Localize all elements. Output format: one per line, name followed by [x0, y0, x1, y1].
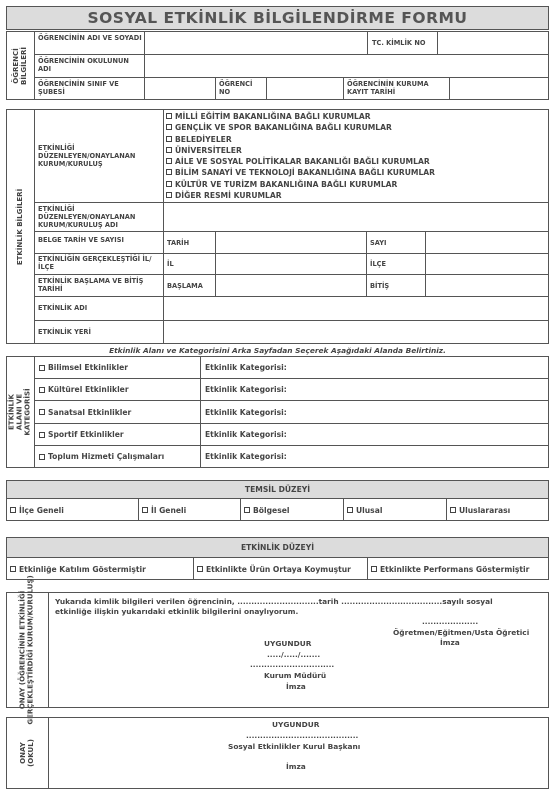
class-field[interactable] [145, 78, 214, 99]
representation-option[interactable]: İlçe Geneli [10, 500, 64, 520]
school-uygundur: UYGUNDUR [272, 720, 320, 729]
start-label: BAŞLAMA [167, 282, 203, 290]
form-title: SOSYAL ETKİNLİK BİLGİLENDİRME FORMU [6, 6, 549, 30]
student-name-field[interactable] [145, 32, 366, 53]
representation-option[interactable]: Uluslararası [450, 500, 510, 520]
organizer-label: ETKİNLİĞİ DÜZENLEYEN/ONAYLANAN KURUM/KURULUŞ [38, 144, 136, 168]
checkbox-icon[interactable] [166, 113, 172, 119]
level-option[interactable]: Etkinliğe Katılım Göstermiştir [10, 559, 146, 579]
checkbox-icon[interactable] [371, 566, 377, 572]
date-label: TARİH [167, 239, 190, 247]
checkbox-icon[interactable] [347, 507, 353, 513]
approval-school-side-label: ONAY (OKUL) [6, 717, 49, 789]
checkbox-icon[interactable] [10, 507, 16, 513]
category-area-row[interactable]: Sportif Etkinlikler [39, 424, 124, 445]
representation-title: TEMSİL DÜZEYİ [6, 480, 549, 499]
checkbox-icon[interactable] [166, 181, 172, 187]
end-label: BİTİŞ [370, 282, 390, 290]
district-label: İLÇE [370, 260, 386, 268]
level-title: ETKİNLİK DÜZEYİ [6, 537, 549, 558]
teacher-signature-dots[interactable]: .................... [422, 617, 479, 626]
document-date-field[interactable] [216, 232, 365, 252]
category-side-label: ETKİNLİK ALANI VE KATEGORİSİ [6, 356, 35, 468]
approval-statement-line-1: Yukarıda kimlik bilgileri verilen öğrencinin, .............................tarih ....................................sayılı sosyal [55, 597, 493, 606]
category-area-row[interactable]: Bilimsel Etkinlikler [39, 357, 128, 378]
checkbox-icon[interactable] [39, 454, 45, 460]
checkbox-icon[interactable] [197, 566, 203, 572]
school-signature-dots[interactable]: ........................................ [246, 731, 359, 740]
category-area-row[interactable]: Kültürel Etkinlikler [39, 379, 129, 400]
dates-label: ETKİNLİK BAŞLAMA VE BİTİŞ TARİHİ [38, 277, 144, 293]
teacher-title: Öğretmen/Eğitmen/Usta Öğretici [393, 628, 530, 637]
district-field[interactable] [426, 254, 548, 273]
activity-venue-label: ETKİNLİK YERİ [38, 328, 91, 336]
category-area-row[interactable]: Sanatsal Etkinlikler [39, 401, 131, 423]
organizer-name-label: ETKİNLİĞİ DÜZENLEYEN/ONAYLANAN KURUM/KURULUŞ ADI [38, 205, 136, 229]
director-signature-dots[interactable]: .............................. [250, 660, 335, 669]
director-signature-label: İmza [286, 682, 306, 691]
checkbox-icon[interactable] [166, 192, 172, 198]
activity-name-field[interactable] [164, 297, 548, 319]
category-label: Etkinlik Kategorisi: [205, 385, 287, 394]
student-no-field[interactable] [267, 78, 342, 99]
organizer-option[interactable]: GENÇLİK VE SPOR BAKANLIĞINA BAĞLI KURUMLAR [166, 122, 435, 133]
checkbox-icon[interactable] [166, 124, 172, 130]
checkbox-icon[interactable] [166, 158, 172, 164]
representation-option[interactable]: İl Geneli [142, 500, 186, 520]
student-no-label: ÖĞRENCİ NO [219, 80, 253, 96]
approval-statement-line-2: etkinliğe ilişkin yukarıdaki etkinlik bilgilerini onaylıyorum. [55, 607, 299, 616]
tc-field[interactable] [438, 32, 548, 53]
class-label: ÖĞRENCİNİN SINIF VE ŞUBESİ [38, 80, 119, 96]
category-area-row[interactable]: Toplum Hizmeti Çalışmaları [39, 446, 164, 467]
organizer-option[interactable]: DİĞER RESMİ KURUMLAR [166, 190, 435, 201]
organizer-option[interactable]: AİLE VE SOSYAL POLİTİKALAR BAKANLIĞI BAĞLI KURUMLAR [166, 156, 435, 167]
checkbox-icon[interactable] [166, 136, 172, 142]
level-option[interactable]: Etkinlikte Ürün Ortaya Koymuştur [197, 559, 351, 579]
student-name-label: ÖĞRENCİNİN ADI VE SOYADI [38, 34, 142, 42]
number-label: SAYI [370, 239, 387, 247]
level-option[interactable]: Etkinlikte Performans Göstermiştir [371, 559, 529, 579]
registration-date-field[interactable] [450, 78, 548, 99]
checkbox-icon[interactable] [39, 432, 45, 438]
province-field[interactable] [216, 254, 365, 273]
organizer-name-field[interactable] [164, 203, 548, 230]
category-label: Etkinlik Kategorisi: [205, 452, 287, 461]
checkbox-icon[interactable] [39, 387, 45, 393]
checkbox-icon[interactable] [166, 147, 172, 153]
checkbox-icon[interactable] [39, 409, 45, 415]
representation-option[interactable]: Bölgesel [244, 500, 289, 520]
start-date-field[interactable] [216, 275, 365, 295]
category-label: Etkinlik Kategorisi: [205, 363, 287, 372]
board-title: Sosyal Etkinlikler Kurul Başkanı [228, 742, 361, 751]
approval-date-dots[interactable]: ...../...../....... [267, 650, 321, 659]
category-note: Etkinlik Alanı ve Kategorisini Arka Sayfadan Seçerek Aşağıdaki Alanda Belirtiniz. [109, 346, 446, 355]
checkbox-icon[interactable] [142, 507, 148, 513]
organizer-option[interactable]: MİLLİ EĞİTİM BAKANLIĞINA BAĞLI KURUMLAR [166, 111, 435, 122]
organizer-option[interactable]: BİLİM SANAYİ VE TEKNOLOJİ BAKANLIĞINA BAĞLI KURUMLAR [166, 167, 435, 178]
approval-institution-side-label: ONAY (ÖĞRENCİNİN ETKİNLİĞİ GERÇEKLEŞTİRDİĞİ KURUM/KURULUŞ) [6, 592, 49, 708]
checkbox-icon[interactable] [244, 507, 250, 513]
category-label: Etkinlik Kategorisi: [205, 407, 287, 417]
school-name-field[interactable] [145, 55, 548, 76]
checkbox-icon[interactable] [10, 566, 16, 572]
activity-name-label: ETKİNLİK ADI [38, 304, 88, 312]
document-number-field[interactable] [426, 232, 548, 252]
province-label: İL [167, 260, 174, 268]
organizer-options [166, 111, 435, 201]
student-side-label: ÖĞRENCİ BİLGİLERİ [6, 31, 35, 100]
organizer-option[interactable]: BELEDİYELER [166, 134, 435, 145]
director-title: Kurum Müdürü [264, 671, 327, 680]
category-label: Etkinlik Kategorisi: [205, 430, 287, 439]
teacher-signature-label: İmza [440, 638, 460, 647]
school-name-label: ÖĞRENCİNİN OKULUNUN ADI [38, 57, 129, 73]
tc-label: TC. KİMLİK NO [372, 39, 426, 47]
board-signature-label: İmza [286, 762, 306, 771]
place-label: ETKİNLİĞİN GERÇEKLEŞTİĞİ İL/İLÇE [38, 255, 152, 271]
checkbox-icon[interactable] [166, 169, 172, 175]
activity-venue-field[interactable] [164, 321, 548, 343]
organizer-option[interactable]: KÜLTÜR VE TURİZM BAKANLIĞINA BAĞLI KURUMLAR [166, 179, 435, 190]
approval-uygundur: UYGUNDUR [264, 639, 312, 648]
checkbox-icon[interactable] [39, 365, 45, 371]
organizer-option[interactable]: ÜNİVERSİTELER [166, 145, 435, 156]
registration-date-label: ÖĞRENCİNİN KURUMA KAYIT TARİHİ [347, 80, 429, 96]
representation-option[interactable]: Ulusal [347, 500, 382, 520]
document-label: BELGE TARİH VE SAYISI [38, 236, 124, 244]
activity-side-label: ETKİNLİK BİLGİLERİ [6, 109, 35, 344]
checkbox-icon[interactable] [450, 507, 456, 513]
end-date-field[interactable] [426, 275, 548, 295]
